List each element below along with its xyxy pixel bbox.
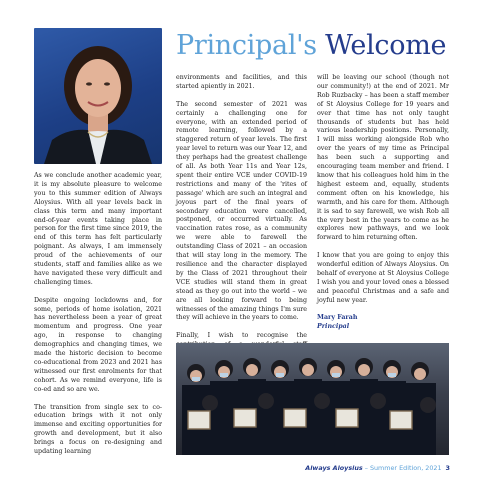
- footer-magazine-name: Always Aloysius: [305, 464, 363, 472]
- title-part-1: Principal's: [176, 30, 317, 61]
- principal-portrait: [34, 28, 162, 164]
- paragraph: will be leaving our school (though not our community!) at the end of 2021. Mr Rob Ruzbacky – has been a staff member of St Aloysius College for 19 years and over that time has not only taught thousands of students but has held various leadership positions. Personally, I will miss working alongside Rob who over the years of my time as Principal has been such a supporting and encouraging team member and friend. I know that his colleagues hold him in the highest esteem and, equally, students comment often on his knowledge, his warmth, and his care for them. Although it is sad to say farewell, we wish Rob all the very best in the years to come as he explores new pathways, and we look forward to him returning often.: [317, 74, 449, 242]
- article-column-3: [317, 74, 449, 332]
- page-title: [176, 30, 446, 61]
- footer-edition: – Summer Edition, 2021: [362, 464, 442, 472]
- portrait-image: [34, 28, 162, 164]
- group-photo: [176, 343, 449, 455]
- page-footer: [305, 464, 450, 472]
- paragraph: Despite ongoing lockdowns and, for some, periods of home isolation, 2021 has nevertheless been a year of great momentum and progress. One year ago, in response to changing demographics and changing times, we made the historic decision to become co-educational from 2023 and 2021 has witnessed our first enrolments for that cohort. As we remind everyone, life is co-ed and so are we.: [34, 296, 162, 393]
- signature-role: Principal: [317, 323, 350, 331]
- title-part-2: Welcome: [325, 30, 447, 61]
- paragraph: environments and facilities, and this started apiently in 2021.: [176, 74, 307, 90]
- group-photo-image: [176, 343, 449, 455]
- paragraph: The second semester of 2021 was certainly a challenging one for everyone, with an extended period of remote learning, followed by a staggered return of year levels. The first year level to return was our Year 12, and they perhaps had the greatest challenge of all. As both Year 11s and Year 12s, spent their entire VCE under COVID-19 restrictions and many of the 'rites of passage' which are such an integral and joyous part of the final years of secondary education were cancelled, postponed, or occurred virtually. As vaccination rates rose, as a community we were able to farewell the outstanding Class of 2021 – an occasion that will stay long in the memory. The resilience and the character displayed by the Class of 2021 throughout their VCE studies will stand them in great stead as they go out into the world – we are all looking forward to being witnesses of the amazing things I'm sure they will achieve in the years to come.: [176, 100, 307, 322]
- article-column-1: [34, 172, 162, 466]
- paragraph: The transition from single sex to co-education brings with it not only immense and exciting opportunities for growth and development, but it also brings a focus on re-designing and updating learning: [34, 403, 162, 456]
- paragraph: Finally, I wish to recognise the: [176, 332, 307, 340]
- signature-name: Mary Farah: [317, 314, 358, 322]
- article-column-2: [176, 74, 307, 368]
- paragraph: I know that you are going to enjoy this wonderful edition of Always Aloysius. On behalf of everyone at St Aloysius College I wish you and your loved ones a blessed and peaceful Christmas and a safe and joyful new year.: [317, 252, 449, 304]
- paragraph: As we conclude another academic year, it is my absolute pleasure to welcome you to this summer edition of Always Aloysius. With all year levels back in class this term and many important end-of-year events taking place in person for the first time since 2019, the end of this term has felt particularly poignant. As always, I am immensely proud of the achievements of our students, staff and families alike as we have navigated these very difficult and challenging times.: [34, 172, 162, 286]
- page-number: 3: [445, 464, 450, 472]
